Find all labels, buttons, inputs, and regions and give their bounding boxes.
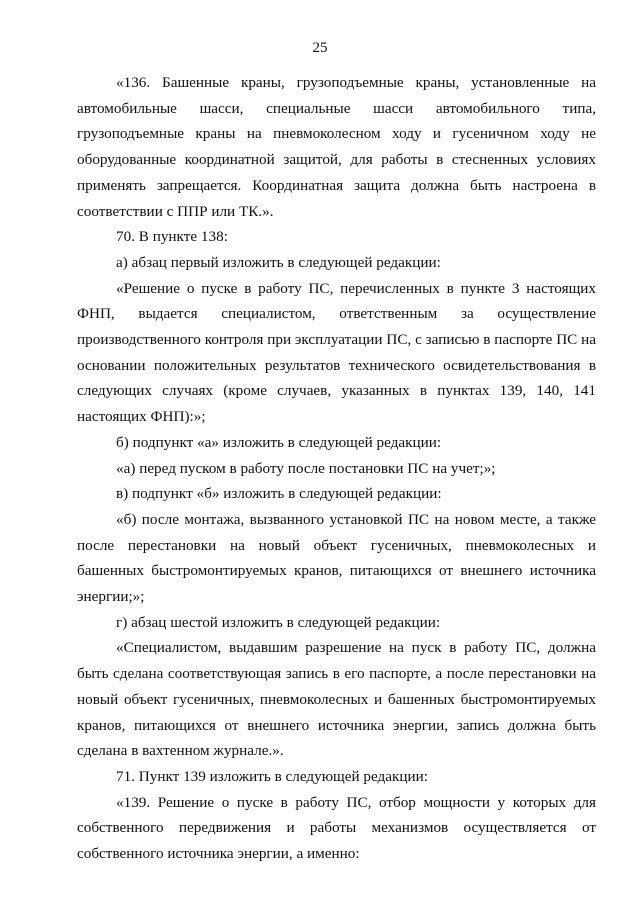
- paragraph-quote-a: «а) перед пуском в работу после постановки ПС на учет;»;: [116, 459, 496, 477]
- paragraph-section-71: 71. Пункт 139 изложить в следующей редакции:: [116, 767, 429, 785]
- paragraph-quote-specialist: «Специалистом, выдавшим разрешение на пуск в работу ПС, должна быть сделана соответствующая запись в его паспорте, а после перестановки на новый объект гусеничных, пневмоколесных и башенных быстромонтируемых кранов, питающихся от внешнего источника энергии, запись должна быть сделана в вахтенном журнале.».: [77, 639, 596, 760]
- paragraph-quote-b: «б) после монтажа, вызванного установкой ПС на новом месте, а также после перестановки на новый объект гусеничных, пневмоколесных и башенных быстромонтируемых кранов, питающихся от внешнего источника энергии;»;: [77, 510, 596, 606]
- paragraph-subitem-a: а) абзац первый изложить в следующей редакции:: [116, 253, 441, 271]
- paragraph-subitem-g: г) абзац шестой изложить в следующей редакции:: [116, 613, 441, 631]
- paragraph-section-70: 70. В пункте 138:: [116, 228, 228, 246]
- page-number: 25: [312, 40, 328, 56]
- paragraph-quote-138: «Решение о пуске в работу ПС, перечисленных в пункте 3 настоящих ФНП, выдается специалистом, ответственным за осуществление производственного контроля при эксплуатации ПС, с записью в паспорте ПС на основании положительных результатов технического освидетельствования в следующих случаях (кроме случаев, указанных в пунктах 139, 140, 141 настоящих ФНП):»;: [77, 279, 596, 426]
- paragraph-item-136: «136. Башенные краны, грузоподъемные краны, установленные на автомобильные шасси, специальные шасси автомобильного типа, грузоподъемные краны на пневмоколесном ходу и гусеничном ходу не оборудованные координатной защитой, для работы в стесненных условиях применять запрещается. Координатная защита должна быть настроена в соответствии с ППР или ТК.».: [77, 74, 596, 220]
- document-body: [77, 70, 596, 867]
- paragraph-subitem-v: в) подпункт «б» изложить в следующей редакции:: [116, 485, 442, 503]
- paragraph-quote-139: «139. Решение о пуске в работу ПС, отбор мощности у которых для собственного передвижения и работы механизмов осуществляется от собственного источника энергии, а именно:: [77, 793, 596, 863]
- paragraph-subitem-b: б) подпункт «а» изложить в следующей редакции:: [116, 433, 442, 451]
